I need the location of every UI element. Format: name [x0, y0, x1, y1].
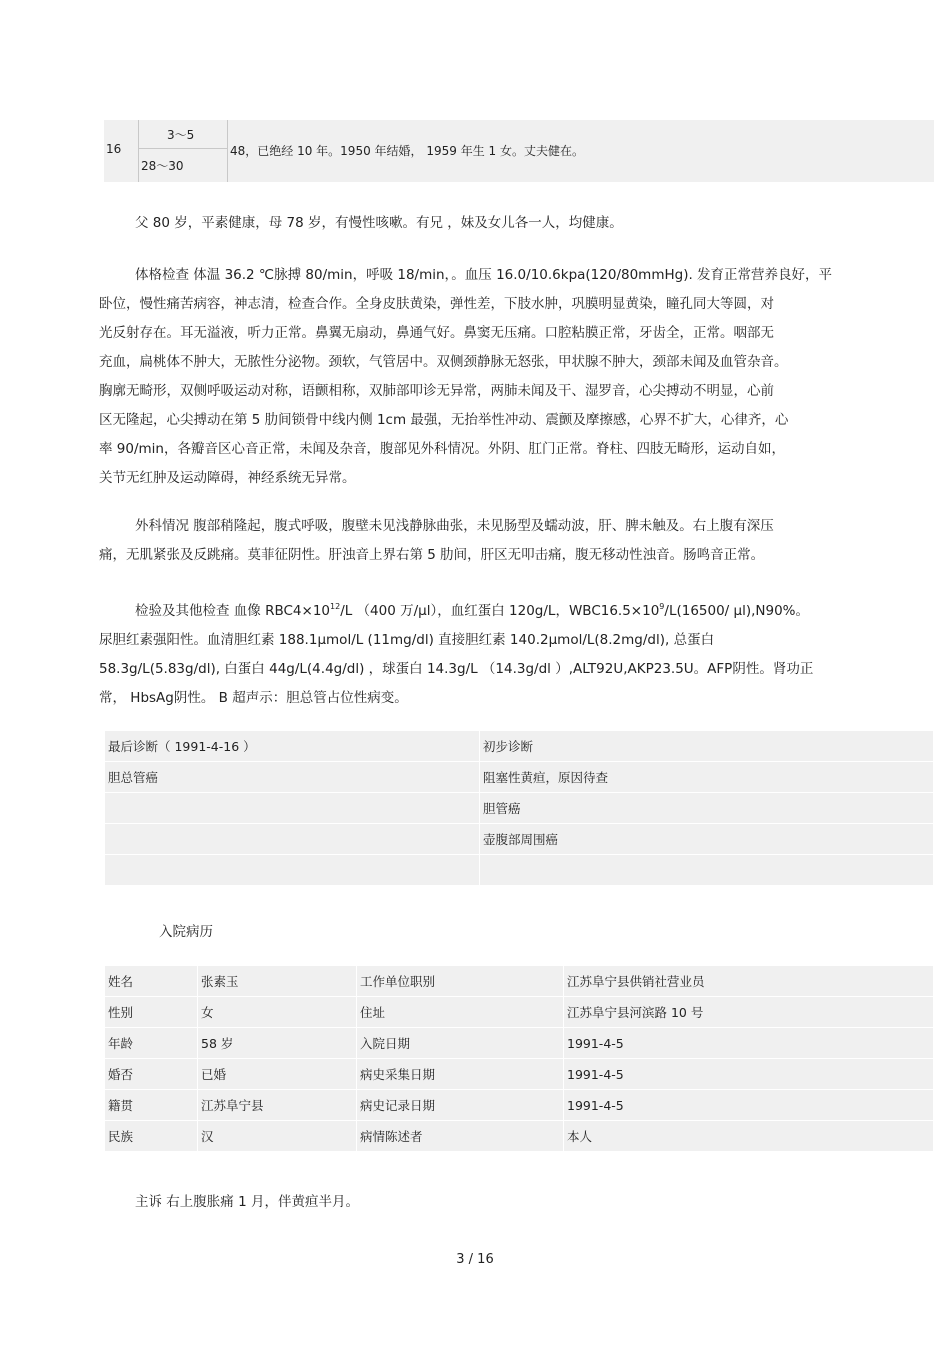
physical-exam-line: 体格检查 体温 36.2 ℃脉搏 80/min，呼吸 18/min，。血压 16.0/10.6kpa(120/80mmHg). 发育正常营养良好，平 [135, 267, 833, 283]
field-value: 58 岁 [198, 1028, 357, 1059]
empty-cell [105, 855, 480, 886]
physical-exam-line: 区无隆起，心尖搏动在第 5 肋间锁骨中线内侧 1cm 最强，无抬举性冲动、震颤及摩擦感，心界不扩大，心律齐，心 [99, 412, 789, 428]
field-label: 病情陈述者 [357, 1121, 564, 1152]
initial-diagnosis-item: 阻塞性黄疸，原因待查 [480, 762, 934, 793]
field-label: 婚否 [105, 1059, 198, 1090]
field-label: 姓名 [105, 966, 198, 997]
field-label: 年龄 [105, 1028, 198, 1059]
physical-exam [99, 261, 919, 493]
table-row [105, 762, 934, 793]
menstrual-history-table [104, 120, 934, 182]
lab-text: /L （400 万/μl），血红蛋白 120g/L，WBC16.5×10 [340, 603, 660, 619]
menstrual-fraction-cell [139, 120, 228, 182]
initial-diagnosis-item: 壶腹部周围癌 [480, 824, 934, 855]
surgical-findings [99, 512, 919, 570]
lab-results [99, 592, 944, 713]
table-row [105, 1121, 934, 1152]
field-value: 江苏阜宁县 [198, 1090, 357, 1121]
empty-cell [480, 855, 934, 886]
lab-superscript: 9 [659, 602, 665, 611]
table-row [105, 1059, 934, 1090]
field-label: 民族 [105, 1121, 198, 1152]
physical-exam-line: 充血，扁桃体不肿大，无脓性分泌物。颈软，气管居中。双侧颈静脉无怒张，甲状腺不肿大，颈部未闻及血管杂音。 [99, 354, 788, 370]
menarche-age-cell [104, 120, 139, 182]
initial-diagnosis-item: 胆管癌 [480, 793, 934, 824]
field-label: 工作单位职别 [357, 966, 564, 997]
table-row [105, 966, 934, 997]
field-value: 江苏阜宁县河滨路 10 号 [564, 997, 934, 1028]
table-row [105, 731, 934, 762]
admission-record-title: 入院病历 [159, 924, 213, 940]
table-row [105, 997, 934, 1028]
table-row [105, 1028, 934, 1059]
field-value: 女 [198, 997, 357, 1028]
physical-exam-line: 关节无红肿及运动障碍，神经系统无异常。 [99, 470, 356, 486]
lab-line-4: 常， HbsAg阴性。 B 超声示：胆总管占位性病变。 [99, 690, 408, 706]
field-value: 张素玉 [198, 966, 357, 997]
physical-exam-line: 率 90/min，各瓣音区心音正常，未闻及杂音，腹部见外科情况。外阴、肛门正常。脊柱、四肢无畸形，运动自如， [99, 441, 785, 457]
field-value: 汉 [198, 1121, 357, 1152]
final-diagnosis-item: 胆总管癌 [105, 762, 480, 793]
field-value: 已婚 [198, 1059, 357, 1090]
lab-line-1 [99, 592, 944, 626]
field-value: 本人 [564, 1121, 934, 1152]
field-label: 病史采集日期 [357, 1059, 564, 1090]
menopause-cell [228, 120, 934, 182]
field-value: 1991-4-5 [564, 1090, 934, 1121]
family-history-text: 父 80 岁，平素健康，母 78 岁，有慢性咳嗽。有兄 ，妹及女儿各一人，均健康。 [135, 215, 623, 231]
lab-line-3: 58.3g/L(5.83g/dl), 白蛋白 44g/L(4.4g/dl) ，球蛋白 14.3g/L （14.3g/dl ）,ALT92U,AKP23.5U。AFP阴性。肾功正 [99, 661, 814, 677]
table-row [105, 1090, 934, 1121]
page-number: 3 / 16 [456, 1252, 494, 1267]
cycle-days: 28～30 [141, 159, 184, 173]
table-row [105, 855, 934, 886]
table-row [105, 824, 934, 855]
field-label: 病史记录日期 [357, 1090, 564, 1121]
menopause-marriage-text: 48，已绝经 10 年。1950 年结婚， 1959 年生 1 女。丈夫健在。 [230, 144, 584, 158]
surgical-line: 痛，无肌紧张及反跳痛。莫菲征阴性。肝浊音上界右第 5 肋间，肝区无叩击痛，腹无移动性浊音。肠鸣音正常。 [99, 547, 765, 563]
lab-superscript: 12 [330, 602, 341, 611]
field-label: 性别 [105, 997, 198, 1028]
field-label: 入院日期 [357, 1028, 564, 1059]
empty-cell [105, 824, 480, 855]
field-value: 1991-4-5 [564, 1059, 934, 1090]
menarche-age: 16 [106, 142, 122, 156]
family-history [135, 209, 950, 238]
lab-line-2: 尿胆红素强阳性。血清胆红素 188.1μmol/L (11mg/dl) 直接胆红素 140.2μmol/L(8.2mg/dl), 总蛋白 [99, 632, 715, 648]
lab-text: /L(16500/ μl),N90%。 [664, 603, 810, 619]
physical-exam-line: 光反射存在。耳无溢液，听力正常。鼻翼无扇动，鼻通气好。鼻窦无压痛。口腔粘膜正常，牙齿全，正常。咽部无 [99, 325, 774, 341]
field-value: 江苏阜宁县供销社营业员 [564, 966, 934, 997]
initial-diagnosis-header: 初步诊断 [480, 731, 934, 762]
table-row [105, 793, 934, 824]
physical-exam-line: 卧位，慢性痛苦病容，神志清，检查合作。全身皮肤黄染，弹性差，下肢水肿，巩膜明显黄染，瞳孔同大等圆，对 [99, 296, 774, 312]
lab-text: 检验及其他检查 血像 RBC4×10 [135, 603, 330, 619]
empty-cell [105, 793, 480, 824]
field-label: 籍贯 [105, 1090, 198, 1121]
period-days: 3～5 [167, 128, 195, 142]
final-diagnosis-header: 最后诊断（ 1991-4-16 ） [105, 731, 480, 762]
physical-exam-line: 胸廓无畸形，双侧呼吸运动对称，语颤相称，双肺部叩诊无异常，两肺未闻及干、湿罗音，心尖搏动不明显，心前 [99, 383, 774, 399]
admission-info-table [104, 965, 934, 1152]
diagnosis-table [104, 730, 934, 886]
field-label: 住址 [357, 997, 564, 1028]
field-value: 1991-4-5 [564, 1028, 934, 1059]
chief-complaint: 主诉 右上腹胀痛 1 月，伴黄疸半月。 [135, 1194, 359, 1210]
surgical-line: 外科情况 腹部稍隆起，腹式呼吸，腹壁未见浅静脉曲张，未见肠型及蠕动波，肝、脾未触及。右上腹有深压 [135, 518, 774, 534]
